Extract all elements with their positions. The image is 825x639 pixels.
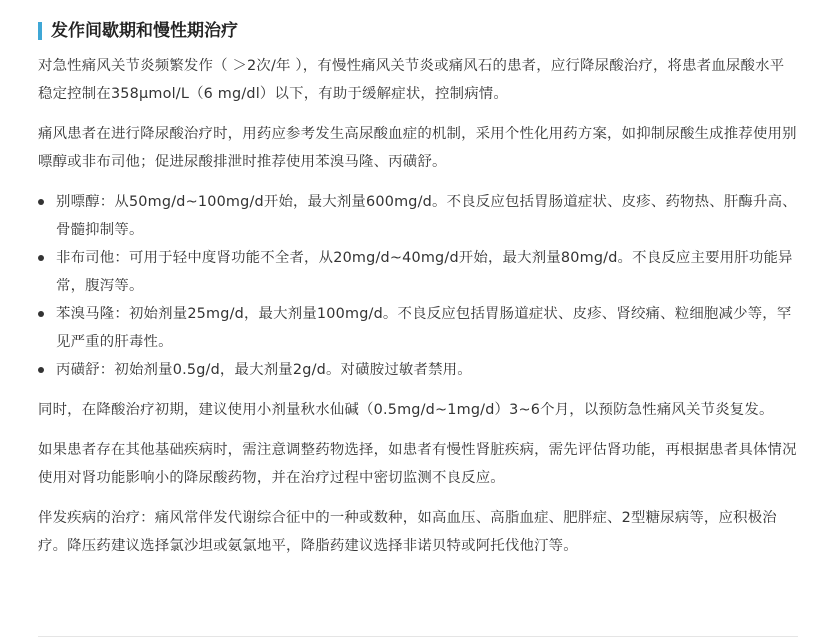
section-heading	[38, 18, 798, 44]
paragraph-concomitant-diseases: 伴发疾病的治疗：痛风常伴发代谢综合征中的一种或数种，如高血压、高脂血症、肥胖症、2型糖尿病等，应积极治疗。降压药建议选择氯沙坦或氨氯地平，降脂药建议选择非诺贝特或阿托伐他汀等。	[38, 510, 777, 554]
paragraph-colchicine: 同时，在降酸治疗初期，建议使用小剂量秋水仙碱（0.5mg/d~1mg/d）3~6个月，以预防急性痛风关节炎复发。	[38, 402, 774, 418]
paragraph-uric-acid-target: 对急性痛风关节炎频繁发作（ ＞2次/年 ），有慢性痛风关节炎或痛风石的患者，应行降尿酸治疗，将患者血尿酸水平稳定控制在358μmol/L（6 mg/dl）以下，有助于缓解症状，控制病情。	[38, 58, 785, 102]
list-item-text: 丙磺舒：初始剂量0.5g/d，最大剂量2g/d。对磺胺过敏者禁用。	[56, 362, 472, 378]
list-item-allopurinol	[38, 188, 798, 244]
drug-list	[38, 188, 798, 384]
list-item-text: 苯溴马隆：初始剂量25mg/d，最大剂量100mg/d。不良反应包括胃肠道症状、皮疹、肾绞痛、粒细胞减少等，罕见严重的肝毒性。	[56, 306, 792, 350]
list-item-text: 别嘌醇：从50mg/d~100mg/d开始，最大剂量600mg/d。不良反应包括胃肠道症状、皮疹、药物热、肝酶升高、骨髓抑制等。	[56, 194, 797, 238]
list-item-benzbromarone	[38, 300, 798, 356]
list-item-probenecid	[38, 356, 798, 384]
bottom-divider	[38, 636, 798, 637]
bullet-dot-icon	[38, 311, 44, 317]
bullet-dot-icon	[38, 199, 44, 205]
bullet-dot-icon	[38, 367, 44, 373]
bullet-dot-icon	[38, 255, 44, 261]
heading-accent-bar	[38, 22, 42, 40]
list-item-text: 非布司他：可用于轻中度肾功能不全者，从20mg/d~40mg/d开始，最大剂量80mg/d。不良反应主要用肝功能异常，腹泻等。	[56, 250, 793, 294]
list-item-febuxostat	[38, 244, 798, 300]
article-body	[38, 0, 798, 560]
paragraph-medication-strategy: 痛风患者在进行降尿酸治疗时，用药应参考发生高尿酸血症的机制，采用个性化用药方案，如抑制尿酸生成推荐使用别嘌醇或非布司他；促进尿酸排泄时推荐使用苯溴马隆、丙磺舒。	[38, 126, 797, 170]
paragraph-comorbidity-adjustment: 如果患者存在其他基础疾病时，需注意调整药物选择，如患者有慢性肾脏疾病，需先评估肾功能，再根据患者具体情况使用对肾功能影响小的降尿酸药物，并在治疗过程中密切监测不良反应。	[38, 442, 797, 486]
heading-text: 发作间歇期和慢性期治疗	[51, 21, 238, 41]
